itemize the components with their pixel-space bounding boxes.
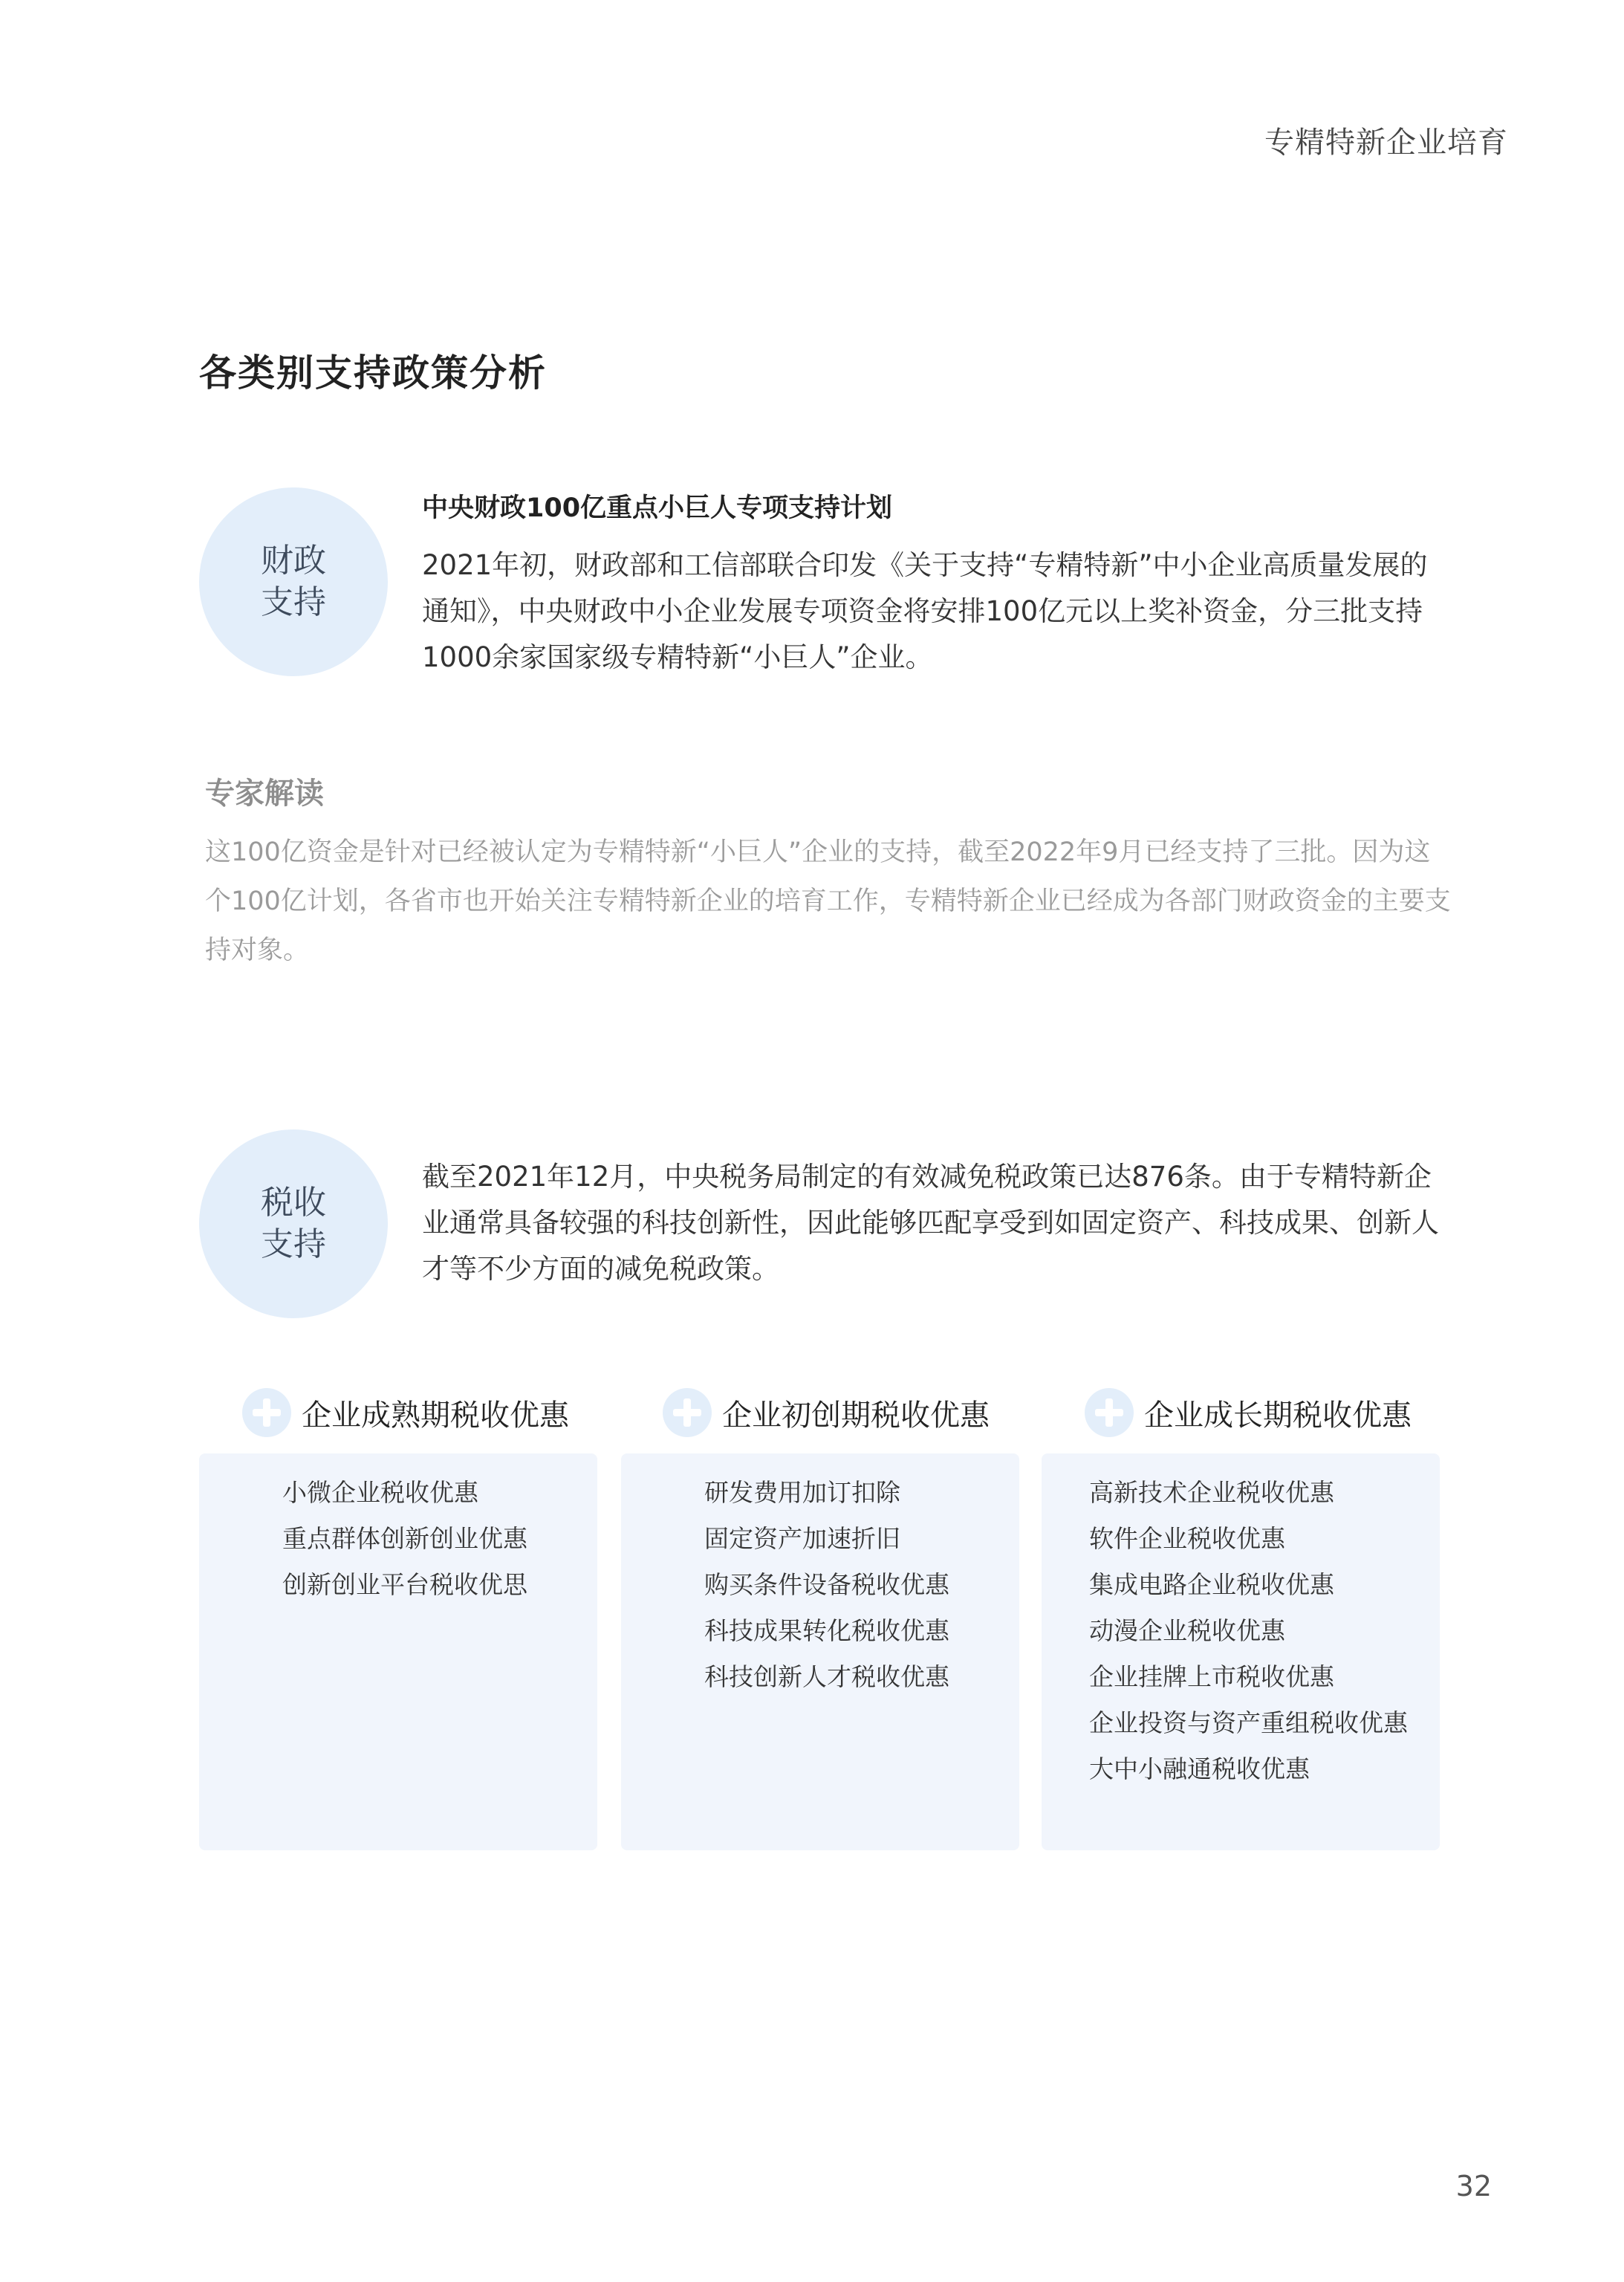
plus-icon: [1085, 1388, 1134, 1437]
expert-interpretation-title: 专家解读: [205, 777, 324, 811]
list-item: 软件企业税收优惠: [1089, 1524, 1285, 1553]
column-title: 企业成长期税收优惠: [1144, 1398, 1412, 1433]
list-item: 集成电路企业税收优惠: [1089, 1570, 1334, 1599]
running-head: 专精特新企业培育: [1264, 126, 1508, 160]
fiscal-badge-line-1: 财政: [261, 542, 326, 580]
list-item: 科技创新人才税收优惠: [704, 1662, 949, 1691]
plus-icon: [242, 1388, 291, 1437]
column-title: 企业成熟期税收优惠: [302, 1398, 569, 1433]
fiscal-policy-heading: 中央财政100亿重点小巨人专项支持计划: [422, 493, 893, 523]
fiscal-badge-line-2: 支持: [261, 583, 326, 621]
plus-icon: [663, 1388, 712, 1437]
growth-stage-header: [1085, 1388, 1412, 1437]
expert-interpretation-text: 这100亿资金是针对已经被认定为专精特新“小巨人”企业的支持，截至2022年9月已经支持了三批。因为这个100亿计划，各省市也开始关注专精特新企业的培育工作，专精特新企业已经成为各部门财政资金的主要支持对象。: [205, 837, 1451, 965]
list-item: 固定资产加速折旧: [704, 1524, 900, 1553]
list-item: 高新技术企业税收优惠: [1089, 1478, 1334, 1507]
growth-stage-card: [1042, 1453, 1440, 1850]
mature-stage-card: [199, 1453, 597, 1850]
tax-badge-line-2: 支持: [261, 1225, 326, 1263]
list-item: 研发费用加订扣除: [704, 1478, 900, 1507]
page-number: 32: [1455, 2170, 1492, 2202]
tax-support-badge: [199, 1129, 388, 1318]
startup-stage-header: [663, 1388, 990, 1437]
column-title: 企业初创期税收优惠: [722, 1398, 990, 1433]
list-item: 企业投资与资产重组税收优惠: [1089, 1708, 1408, 1737]
list-item: 科技成果转化税收优惠: [704, 1616, 949, 1645]
list-item: 重点群体创新创业优惠: [282, 1524, 527, 1553]
tax-policy-text: 截至2021年12月，中央税务局制定的有效减免税政策已达876条。由于专精特新企业通常具备较强的科技创新性，因此能够匹配享受到如固定资产、科技成果、创新人才等不少方面的减免税政策。: [422, 1161, 1439, 1285]
list-item: 小微企业税收优惠: [282, 1478, 478, 1507]
tax-badge-line-1: 税收: [261, 1184, 326, 1222]
list-item: 大中小融通税收优惠: [1089, 1754, 1310, 1783]
section-title: 各类别支持政策分析: [199, 351, 547, 395]
fiscal-support-badge: [199, 487, 388, 676]
list-item: 购买条件设备税收优惠: [704, 1570, 949, 1599]
list-item: 企业挂牌上市税收优惠: [1089, 1662, 1334, 1691]
mature-stage-header: [242, 1388, 569, 1437]
startup-stage-card: [621, 1453, 1019, 1850]
list-item: 创新创业平台税收优思: [282, 1570, 527, 1599]
fiscal-policy-text: 2021年初，财政部和工信部联合印发《关于支持“专精特新”中小企业高质量发展的通知》，中央财政中小企业发展专项资金将安排100亿元以上奖补资金，分三批支持1000余家国家级专精特新“小巨人”企业。: [422, 549, 1428, 673]
list-item: 动漫企业税收优惠: [1089, 1616, 1285, 1645]
